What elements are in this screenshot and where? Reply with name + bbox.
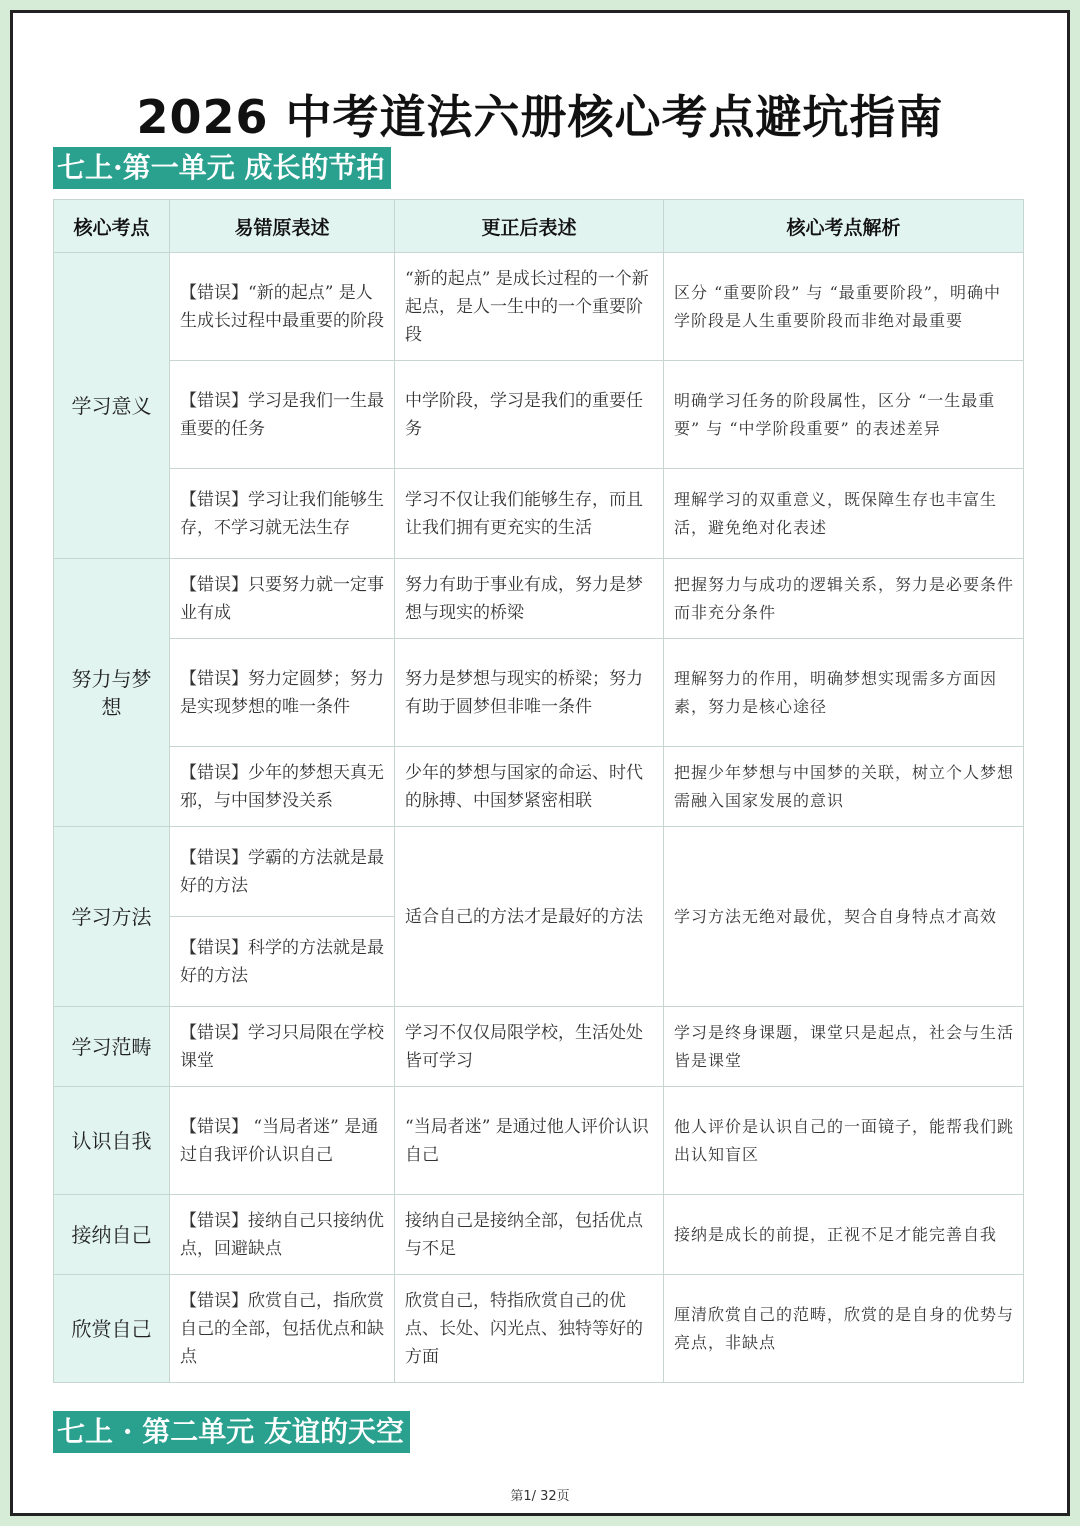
analysis-cell: 学习是终身课题，课堂只是起点，社会与生活皆是课堂	[664, 1007, 1024, 1087]
header-analysis: 核心考点解析	[664, 200, 1024, 253]
topic-cell: 学习意义	[54, 253, 170, 559]
wrong-cell: 【错误】努力定圆梦；努力是实现梦想的唯一条件	[170, 639, 395, 747]
analysis-cell: 把握努力与成功的逻辑关系，努力是必要条件而非充分条件	[664, 559, 1024, 639]
analysis-cell: 区分 “重要阶段” 与 “最重要阶段”，明确中学阶段是人生重要阶段而非绝对最重要	[664, 253, 1024, 361]
correct-cell: 接纳自己是接纳全部，包括优点与不足	[395, 1195, 664, 1275]
wrong-cell: 【错误】“新的起点” 是人生成长过程中最重要的阶段	[170, 253, 395, 361]
table-row	[54, 469, 1024, 559]
topic-cell: 欣赏自己	[54, 1275, 170, 1383]
correct-cell: 中学阶段，学习是我们的重要任务	[395, 361, 664, 469]
analysis-cell: 学习方法无绝对最优，契合自身特点才高效	[664, 827, 1024, 1007]
core-points-table	[53, 199, 1024, 1383]
topic-cell: 努力与梦想	[54, 559, 170, 827]
table-row	[54, 559, 1024, 639]
analysis-cell: 他人评价是认识自己的一面镜子，能帮我们跳出认知盲区	[664, 1087, 1024, 1195]
table-row	[54, 1275, 1024, 1383]
analysis-cell: 明确学习任务的阶段属性，区分 “一生最重要” 与 “中学阶段重要” 的表述差异	[664, 361, 1024, 469]
wrong-cell: 【错误】科学的方法就是最好的方法	[170, 917, 395, 1007]
section-banner-1: 七上·第一单元 成长的节拍	[53, 147, 391, 189]
table-row	[54, 1087, 1024, 1195]
topic-cell: 学习范畴	[54, 1007, 170, 1087]
wrong-cell: 【错误】 “当局者迷” 是通过自我评价认识自己	[170, 1087, 395, 1195]
table-row	[54, 361, 1024, 469]
correct-cell: 学习不仅仅局限学校，生活处处皆可学习	[395, 1007, 664, 1087]
wrong-cell: 【错误】少年的梦想天真无邪，与中国梦没关系	[170, 747, 395, 827]
correct-cell: 欣赏自己，特指欣赏自己的优点、长处、闪光点、独特等好的方面	[395, 1275, 664, 1383]
page-number: 第1/ 32页	[510, 1489, 570, 1504]
wrong-cell: 【错误】只要努力就一定事业有成	[170, 559, 395, 639]
correct-cell: 努力是梦想与现实的桥梁；努力有助于圆梦但非唯一条件	[395, 639, 664, 747]
wrong-cell: 【错误】学习让我们能够生存，不学习就无法生存	[170, 469, 395, 559]
wrong-cell: 【错误】欣赏自己，指欣赏自己的全部，包括优点和缺点	[170, 1275, 395, 1383]
correct-cell: “新的起点” 是成长过程的一个新起点，是人一生中的一个重要阶段	[395, 253, 664, 361]
table-row	[54, 747, 1024, 827]
table-row	[54, 253, 1024, 361]
wrong-cell: 【错误】学习是我们一生最重要的任务	[170, 361, 395, 469]
table-row	[54, 1195, 1024, 1275]
header-corrected-statement: 更正后表述	[395, 200, 664, 253]
page	[10, 10, 1070, 1516]
header-wrong-statement: 易错原表述	[170, 200, 395, 253]
analysis-cell: 接纳是成长的前提，正视不足才能完善自我	[664, 1195, 1024, 1275]
analysis-cell: 理解学习的双重意义，既保障生存也丰富生活，避免绝对化表述	[664, 469, 1024, 559]
analysis-cell: 厘清欣赏自己的范畴，欣赏的是自身的优势与亮点，非缺点	[664, 1275, 1024, 1383]
topic-cell: 学习方法	[54, 827, 170, 1007]
correct-cell: 适合自己的方法才是最好的方法	[395, 827, 664, 1007]
wrong-cell: 【错误】学习只局限在学校课堂	[170, 1007, 395, 1087]
table-header-row	[54, 200, 1024, 253]
topic-cell: 接纳自己	[54, 1195, 170, 1275]
topic-cell: 认识自我	[54, 1087, 170, 1195]
analysis-cell: 理解努力的作用，明确梦想实现需多方面因素，努力是核心途径	[664, 639, 1024, 747]
analysis-cell: 把握少年梦想与中国梦的关联，树立个人梦想需融入国家发展的意识	[664, 747, 1024, 827]
correct-cell: 努力有助于事业有成，努力是梦想与现实的桥梁	[395, 559, 664, 639]
correct-cell: “当局者迷” 是通过他人评价认识自己	[395, 1087, 664, 1195]
wrong-cell: 【错误】接纳自己只接纳优点，回避缺点	[170, 1195, 395, 1275]
correct-cell: 学习不仅让我们能够生存，而且让我们拥有更充实的生活	[395, 469, 664, 559]
table-row	[54, 639, 1024, 747]
wrong-cell: 【错误】学霸的方法就是最好的方法	[170, 827, 395, 917]
page-title: 2026 中考道法六册核心考点避坑指南	[136, 90, 944, 144]
header-core-point: 核心考点	[54, 200, 170, 253]
table-row	[54, 1007, 1024, 1087]
correct-cell: 少年的梦想与国家的命运、时代的脉搏、中国梦紧密相联	[395, 747, 664, 827]
table-row	[54, 827, 1024, 917]
section-banner-2: 七上 · 第二单元 友谊的天空	[53, 1411, 410, 1453]
